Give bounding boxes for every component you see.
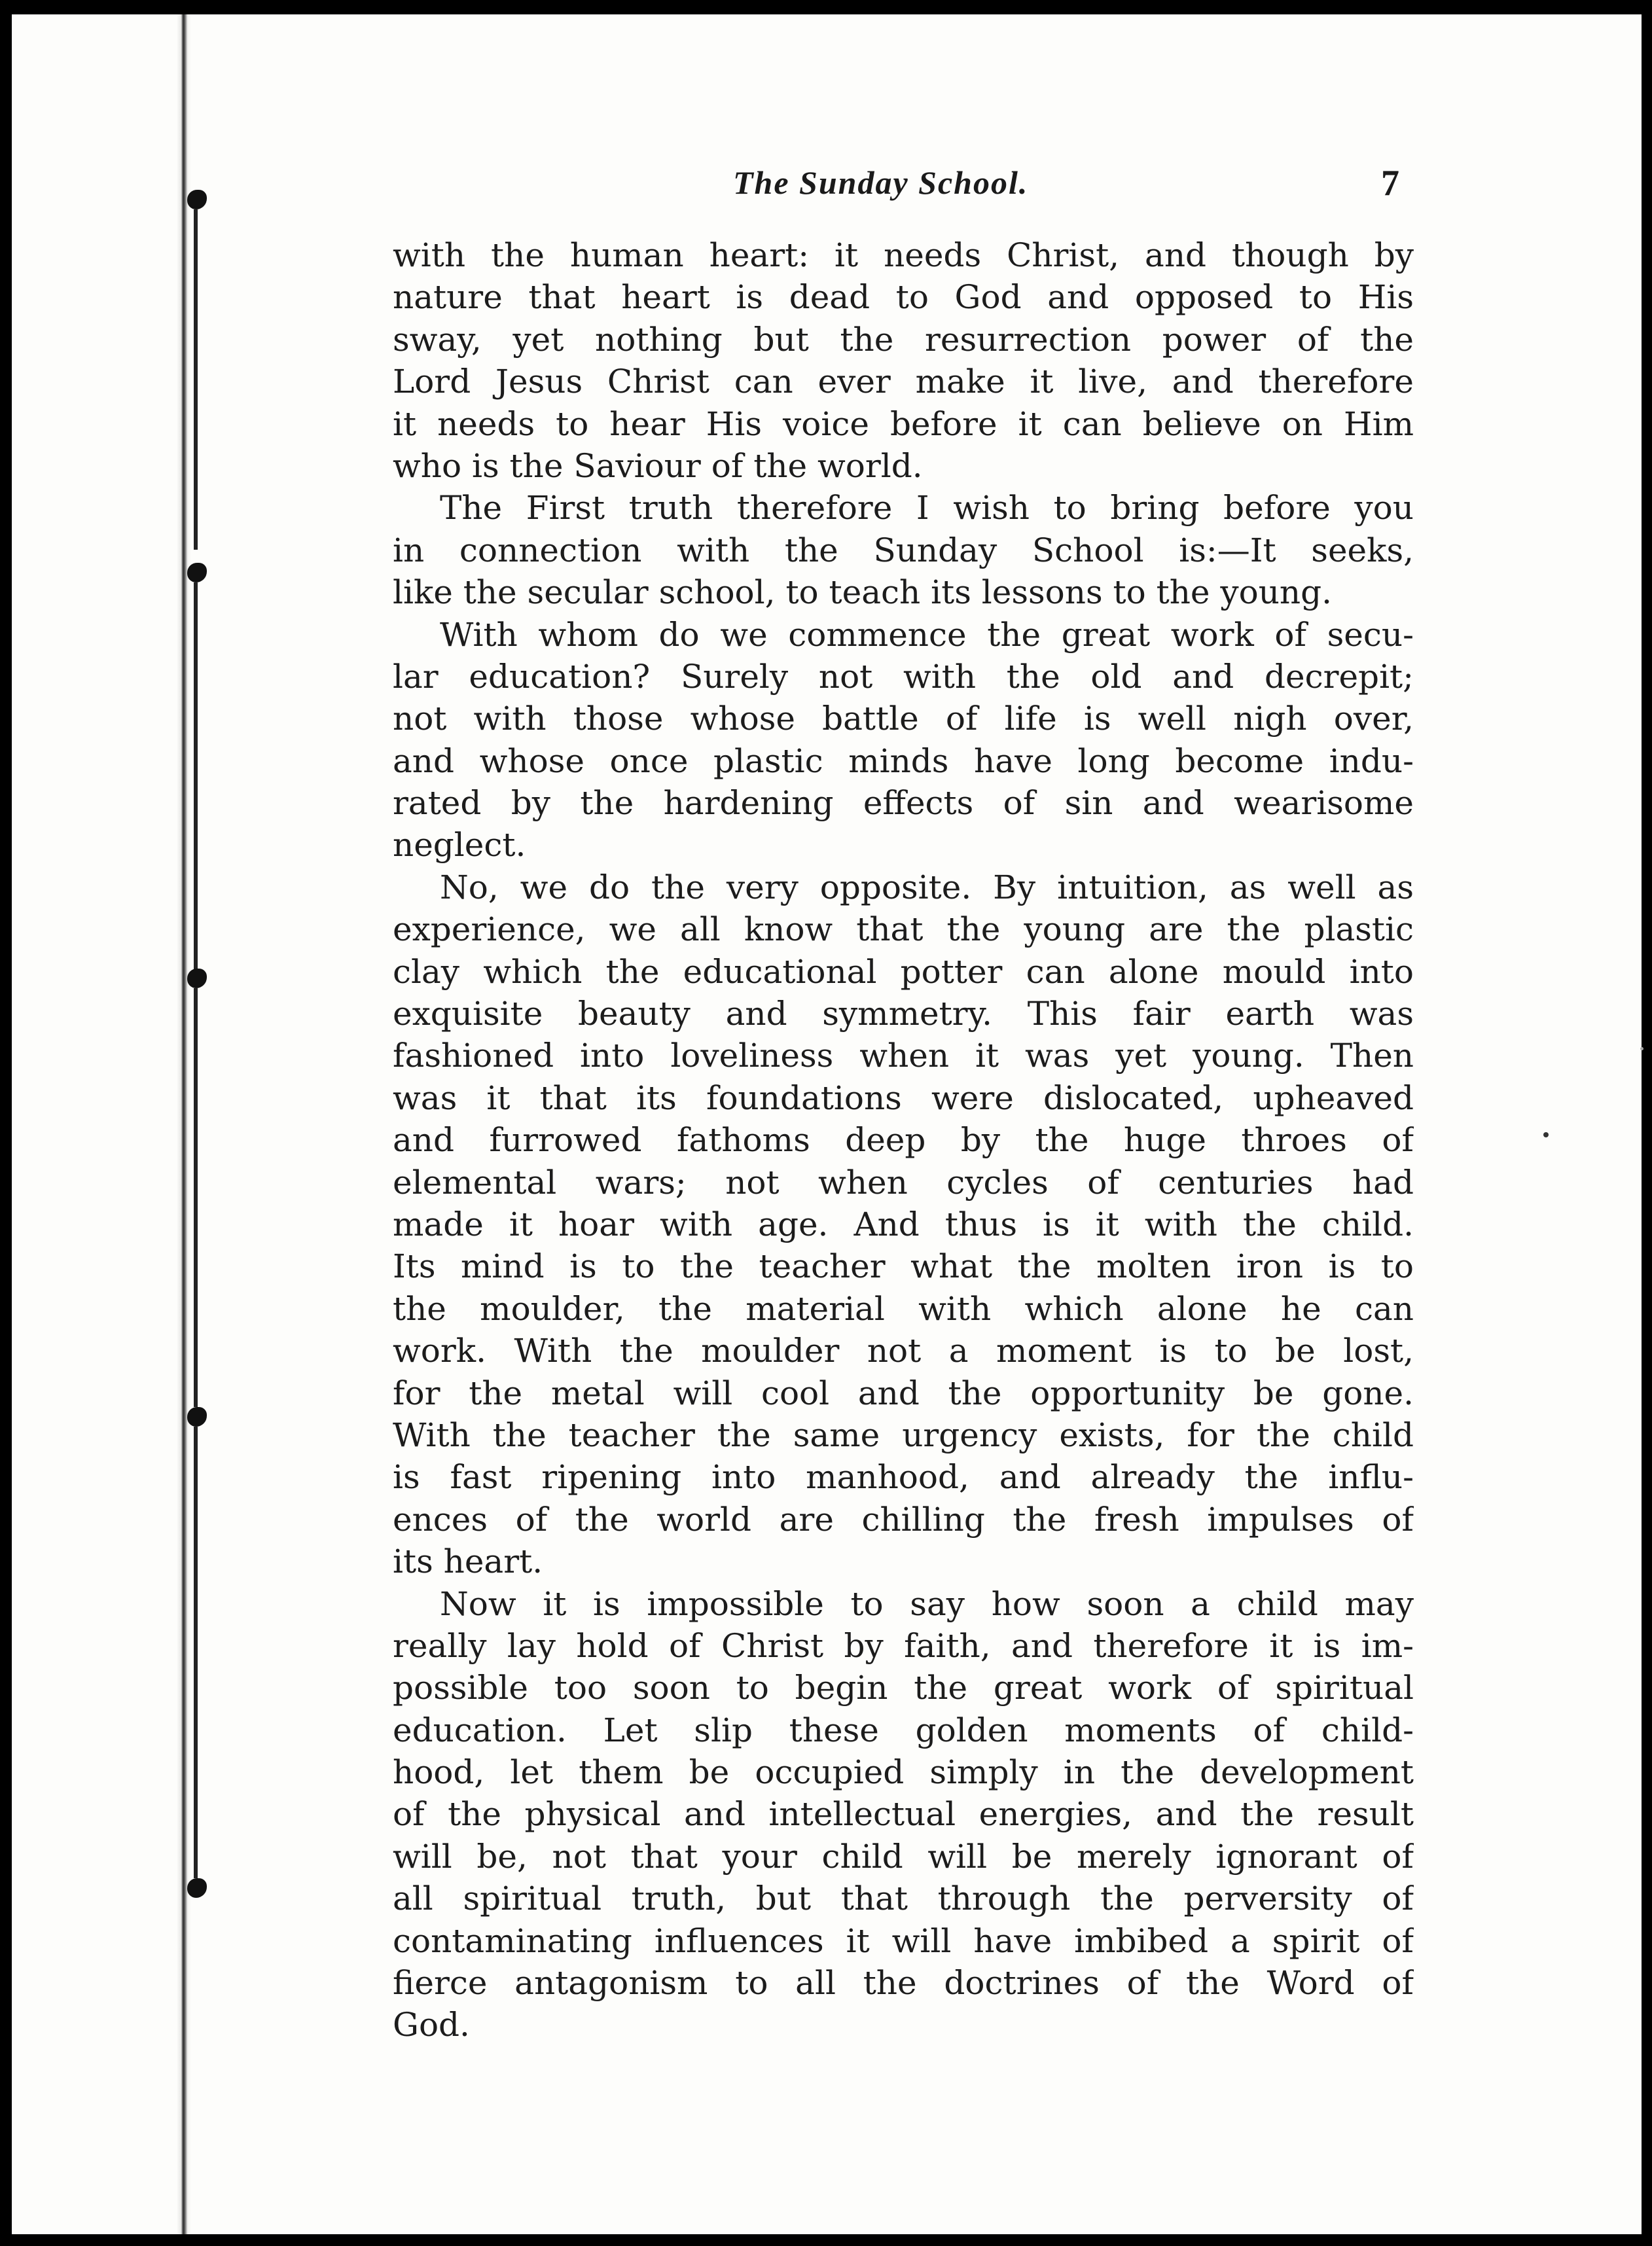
paper-speck [1543, 1132, 1549, 1137]
binding-thread [194, 988, 198, 1407]
text-line: exquisite beauty and symmetry. This fair earth was [393, 995, 1414, 1033]
text-line: with the human heart: it needs Christ, and though by [393, 236, 1414, 274]
text-line: made it hoar with age. And thus is it with the child. [393, 1205, 1414, 1243]
text-line: lar education? Surely not with the old and decrepit; [393, 657, 1414, 696]
binding-thread [194, 1427, 198, 1878]
text-line: Its mind is to the teacher what the molten iron is to [393, 1247, 1414, 1286]
text-line: With the teacher the same urgency exists, for the child [393, 1416, 1414, 1454]
text-line: neglect. [393, 826, 526, 865]
text-line: work. With the moulder not a moment is to be lost, [393, 1332, 1414, 1370]
text-line: fierce antagonism to all the doctrines of the Word of [393, 1964, 1414, 2003]
text-line: and furrowed fathoms deep by the huge throes of [393, 1121, 1414, 1160]
text-line: No, we do the very opposite. By intuition, as well as [440, 868, 1414, 906]
page-number: 7 [1381, 163, 1399, 204]
text-line: rated by the hardening effects of sin and wearisome [393, 784, 1414, 823]
text-line: the moulder, the material with which alone he can [393, 1289, 1414, 1328]
text-line: will be, not that your child will be merely ignorant of [393, 1837, 1414, 1876]
text-line: clay which the educational potter can alone mould into [393, 952, 1414, 991]
text-line: nature that heart is dead to God and opposed to His [393, 278, 1414, 317]
text-line: who is the Saviour of the world. [393, 446, 923, 485]
text-line: God. [393, 2006, 470, 2044]
text-line: all spiritual truth, but that through the perversity of [393, 1880, 1414, 1918]
text-line: for the metal will cool and the opportunity be gone. [393, 1374, 1414, 1412]
text-line: The First truth therefore I wish to bring before you [440, 489, 1414, 527]
text-line: contaminating influences it will have imbibed a spirit of [393, 1921, 1414, 1960]
text-line: was it that its foundations were dislocated, upheaved [393, 1078, 1414, 1117]
binding-thread [194, 209, 198, 550]
text-line: it needs to hear His voice before it can believe on Him [393, 404, 1414, 443]
text-line: not with those whose battle of life is well nigh over, [393, 700, 1414, 738]
binding-thread [194, 582, 198, 975]
text-line: its heart. [393, 1542, 543, 1581]
text-line: education. Let slip these golden moments of child- [393, 1711, 1414, 1749]
text-line: like the secular school, to teach its lessons to the young. [393, 573, 1333, 612]
text-line: hood, let them be occupied simply in the development [393, 1753, 1414, 1792]
running-head: The Sunday School. [733, 164, 1029, 201]
text-line: of the physical and intellectual energies, and the result [393, 1795, 1414, 1834]
paper-speck [1640, 1047, 1643, 1050]
text-line: With whom do we commence the great work of secu- [440, 615, 1414, 654]
text-line: ences of the world are chilling the fresh impulses of [393, 1500, 1414, 1539]
text-line: fashioned into loveliness when it was yet young. Then [393, 1037, 1414, 1075]
text-line: is fast ripening into manhood, and already the influ- [393, 1458, 1414, 1497]
text-line: really lay hold of Christ by faith, and therefore it is im- [393, 1626, 1414, 1665]
text-line: Now it is impossible to say how soon a child may [440, 1584, 1414, 1623]
text-line: possible too soon to begin the great work of spiritual [393, 1669, 1414, 1707]
book-spine-gutter [177, 14, 191, 2234]
text-line: and whose once plastic minds have long become indu- [393, 741, 1414, 780]
text-line: experience, we all know that the young are the plastic [393, 910, 1414, 949]
body-text [393, 234, 1414, 2046]
text-line: elemental wars; not when cycles of centuries had [393, 1163, 1414, 1202]
text-line: sway, yet nothing but the resurrection power of the [393, 320, 1414, 359]
text-line: in connection with the Sunday School is:—It seeks, [393, 531, 1414, 569]
text-line: Lord Jesus Christ can ever make it live, and therefore [393, 363, 1414, 401]
